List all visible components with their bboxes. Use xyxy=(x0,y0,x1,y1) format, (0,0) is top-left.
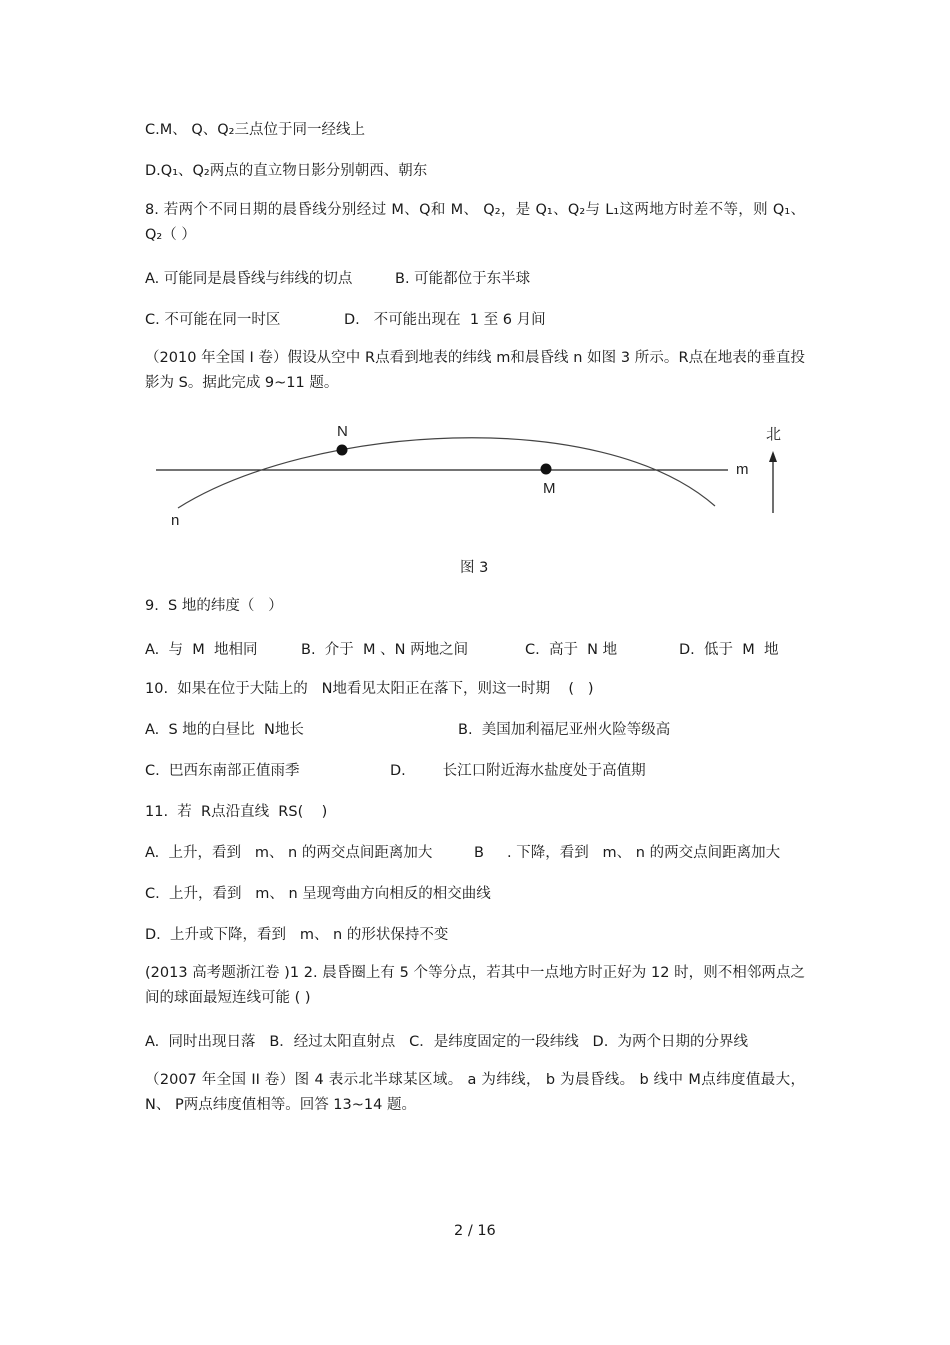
figure-3-diagram xyxy=(140,415,800,545)
point-M xyxy=(541,464,552,475)
label-m: m xyxy=(736,461,749,478)
point-N xyxy=(337,445,348,456)
options-12: A. 同时出现日落 B．经过太阳直射点 C．是纬度固定的一段纬线 D. 为两个日期的分界线 xyxy=(145,1034,749,1050)
option-8b: B. 可能都位于东半球 xyxy=(395,271,531,287)
option-10b: B. 美国加利福尼亚州火险等级高 xyxy=(458,722,671,738)
question-8: 8. 若两个不同日期的晨昏线分别经过 M、Q和 M、 Q₂，是 Q₁、Q₂与 L₁这两地方时差不等，则 Q₁、Q₂（ ） xyxy=(145,202,805,243)
label-n: n xyxy=(171,512,180,529)
option-8a: A. 可能同是晨昏线与纬线的切点 xyxy=(145,271,353,287)
north-arrow-icon xyxy=(769,451,777,462)
question-9: 9. S 地的纬度（ ） xyxy=(145,598,283,614)
label-N: N xyxy=(337,423,348,440)
option-8c: C. 不可能在同一时区 xyxy=(145,312,281,328)
page-number: 2 / 16 xyxy=(454,1223,496,1239)
option-9a: A. 与 M 地相同 xyxy=(145,642,258,658)
label-M: M xyxy=(543,480,556,497)
option-9d: D. 低于 M 地 xyxy=(679,642,779,658)
option-10c: C. 巴西东南部正值雨季 xyxy=(145,763,300,779)
option-7d: D.Q₁、Q₂两点的直立物日影分别朝西、朝东 xyxy=(145,163,428,179)
option-7c: C.M、 Q、Q₂三点位于同一经线上 xyxy=(145,122,365,138)
option-10a: A. S 地的白昼比 N地长 xyxy=(145,722,304,738)
intro-2010: （2010 年全国 I 卷）假设从空中 R点看到地表的纬线 m和晨昏线 n 如图 3 所示。R点在地表的垂直投影为 S。据此完成 9~11 题。 xyxy=(145,350,805,391)
option-11a: A. 上升，看到 m、 n 的两交点间距离加大 xyxy=(145,845,433,861)
option-10d: D. 长江口附近海水盐度处于高值期 xyxy=(390,763,646,779)
option-11b: B . 下降，看到 m、 n 的两交点间距离加大 xyxy=(474,845,781,861)
figure-caption: 图 3 xyxy=(460,560,489,576)
option-11c: C. 上升，看到 m、 n 呈现弯曲方向相反的相交曲线 xyxy=(145,886,491,902)
terminator-line-n xyxy=(178,438,715,508)
option-9c: C. 高于 N 地 xyxy=(525,642,618,658)
label-north: 北 xyxy=(766,425,782,443)
question-12: (2013 高考题浙江卷 )1 2. 晨昏圈上有 5 个等分点，若其中一点地方时正好为 12 时，则不相邻两点之间的球面最短连线可能 ( ) xyxy=(145,965,805,1006)
option-11d: D. 上升或下降，看到 m、 n 的形状保持不变 xyxy=(145,927,449,943)
question-10: 10. 如果在位于大陆上的 N地看见太阳正在落下，则这一时期 ( ) xyxy=(145,681,594,697)
intro-2007: （2007 年全国 II 卷）图 4 表示北半球某区域。 a 为纬线， b 为晨昏线。 b 线中 M点纬度值最大， N、 P两点纬度值相等。回答 13~14 题。 xyxy=(145,1072,805,1113)
option-9b: B. 介于 M 、N 两地之间 xyxy=(301,642,469,658)
option-8d: D. 不可能出现在 1 至 6 月间 xyxy=(344,312,546,328)
question-11: 11. 若 R点沿直线 RS( ) xyxy=(145,804,328,820)
